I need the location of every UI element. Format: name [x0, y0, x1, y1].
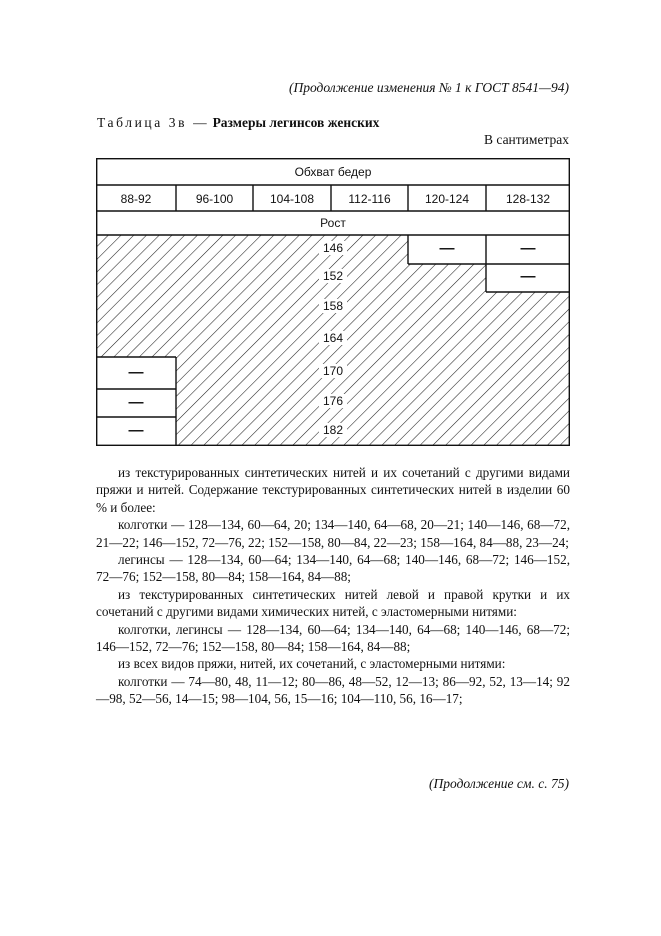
empty-cell-dash: — — [128, 394, 144, 411]
height-label: 158 — [322, 299, 344, 313]
size-table — [96, 158, 570, 446]
empty-cell-dash: — — [128, 422, 144, 439]
height-label: 146 — [322, 241, 344, 255]
empty-cell-dash: — — [128, 364, 144, 381]
body-paragraph: колготки — 74—80, 48, 11—12; 80—86, 48—52, 12—13; 86—92, 52, 13—14; 92—98, 52—56, 14—15; 98—104, 56, 15—16; 104—110, 56, 16—17; — [96, 673, 570, 707]
empty-cell-dash: — — [520, 268, 536, 285]
hip-range-label: 128-132 — [505, 192, 551, 206]
body-paragraph: из всех видов пряжи, нитей, их сочетаний, с эластомерными нитями: — [118, 656, 506, 672]
continuation-footer: (Продолжение см. с. 75) — [429, 776, 569, 791]
height-label: 164 — [322, 331, 344, 345]
table-number: Таблица 3в — — [97, 115, 210, 130]
height-header: Рост — [320, 216, 346, 230]
body-text — [96, 464, 570, 708]
body-paragraph: легинсы — 128—134, 60—64; 134—140, 64—68; 140—146, 68—72; 146—152, 72—76; 152—158, 80—84; 158—164, 84—88; — [96, 552, 570, 585]
table-title: Размеры легинсов женских — [212, 115, 380, 130]
height-label: 170 — [322, 364, 344, 378]
hip-range-label: 104-108 — [269, 192, 315, 206]
body-paragraph: из текстурированных синтетических нитей и их сочетаний с другими видами пряжи и нитей. Содержание текстурированных синтетических нитей в изделии 60 % и более: — [96, 465, 570, 515]
hip-range-label: 112-116 — [348, 192, 391, 206]
empty-cell-dash: — — [520, 240, 536, 257]
body-paragraph: колготки, легинсы — 128—134, 60—64; 134—140, 64—68; 140—146, 68—72; 146—152, 72—76; 152—158, 80—84; 158—164, 84—88; — [96, 621, 570, 655]
body-paragraph: из текстурированных синтетических нитей левой и правой крутки и их сочетаний с другими видами химических нитей, с эластомерными нитями: — [96, 586, 570, 620]
table-caption — [97, 115, 379, 131]
height-label: 152 — [322, 269, 344, 283]
empty-cell-dash: — — [439, 240, 455, 257]
body-paragraph: колготки — 128—134, 60—64, 20; 134—140, 64—68, 20—21; 140—146, 68—72, 21—22; 146—152, 72—76, 22; 152—158, 80—84, 22—23; 158—164, 84—88, 23—24; — [96, 517, 570, 550]
units-label: В сантиметрах — [484, 132, 569, 147]
continuation-header: (Продолжение изменения № 1 к ГОСТ 8541—94) — [288, 80, 569, 95]
height-label: 182 — [322, 423, 344, 437]
hip-range-label: 88-92 — [120, 192, 152, 206]
height-label: 176 — [322, 394, 344, 408]
hip-range-label: 96-100 — [195, 192, 234, 206]
hip-range-label: 120-124 — [424, 192, 470, 206]
hip-header: Обхват бедер — [294, 165, 372, 179]
